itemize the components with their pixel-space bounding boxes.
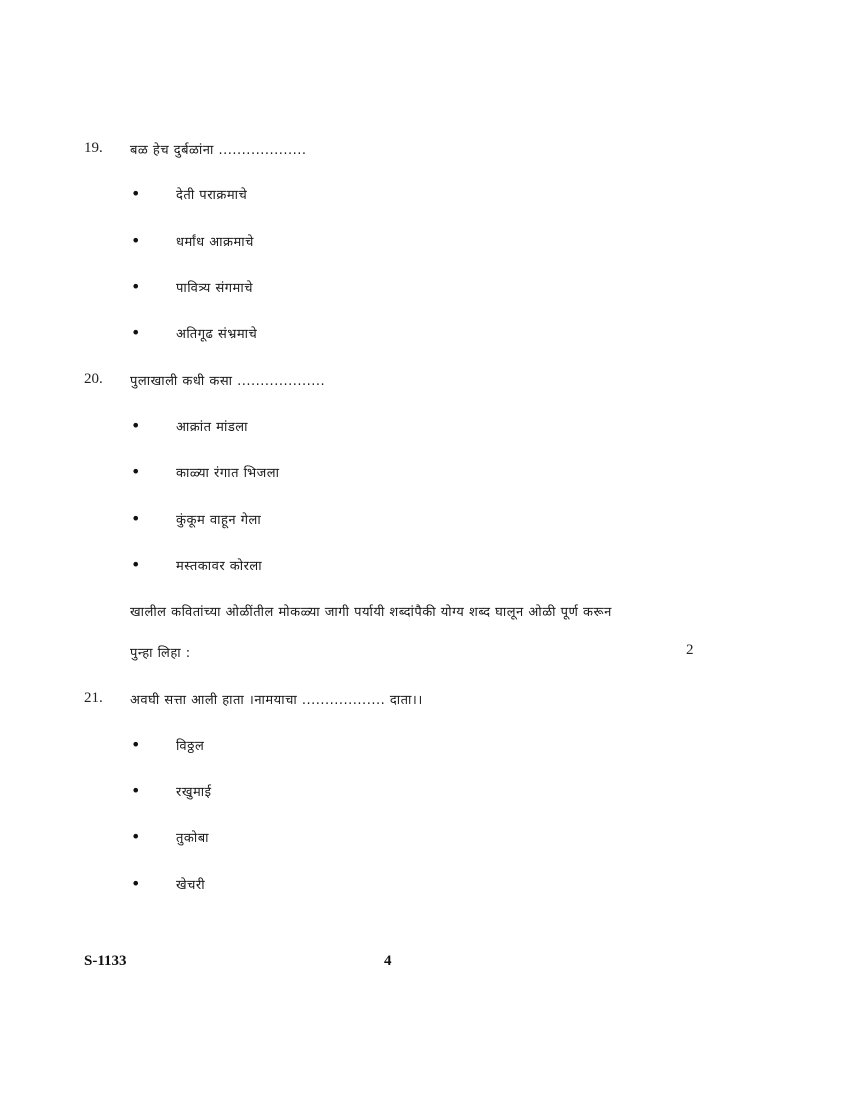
question-20-option-4: मस्तकावर कोरला: [176, 559, 263, 574]
question-21-option-1: विठ्ठल: [176, 739, 205, 754]
bullet-icon: •: [131, 416, 141, 435]
question-19-text: बळ हेच दुर्बळांना ...................: [130, 143, 307, 158]
bullet-icon: •: [131, 874, 141, 893]
question-20-option-2: काळ्या रंगात भिजला: [176, 466, 280, 481]
question-21-text: अवघी सत्ता आली हाता ।नामयाचा .................. दाता।।: [130, 693, 423, 708]
question-19-option-2: धर्मांध आक्रमाचे: [176, 235, 254, 250]
marks-value: 2: [686, 642, 694, 658]
bullet-icon: •: [131, 509, 141, 528]
question-21-option-2: रखुमाई: [176, 785, 212, 800]
question-21-option-4: खेचरी: [176, 878, 206, 893]
question-19-option-1: देती पराक्रमाचे: [176, 188, 248, 203]
bullet-icon: •: [131, 323, 141, 342]
question-21-number: 21.: [84, 690, 103, 706]
bullet-icon: •: [131, 184, 141, 203]
bullet-icon: •: [131, 277, 141, 296]
bullet-icon: •: [131, 231, 141, 250]
question-21-option-3: तुकोबा: [176, 831, 210, 846]
question-20-option-3: कुंकूम वाहून गेला: [176, 513, 262, 528]
bullet-icon: •: [131, 781, 141, 800]
bullet-icon: •: [131, 555, 141, 574]
question-19-option-4: अतिगूढ संभ्रमाचे: [176, 327, 258, 342]
bullet-icon: •: [131, 735, 141, 754]
page-number: 4: [384, 953, 392, 969]
bullet-icon: •: [131, 827, 141, 846]
question-20-option-1: आक्रांत मांडला: [176, 420, 248, 435]
bullet-icon: •: [131, 462, 141, 481]
instruction-text: खालील कवितांच्या ओळींतील मोकळ्या जागी पर्यायी शब्दांपैकी योग्य शब्द घालून ओळी पूर्ण करून: [130, 605, 612, 620]
instruction-text-continued: पुन्हा लिहा :: [130, 646, 191, 661]
paper-code: S-1133: [84, 953, 127, 969]
question-19-option-3: पावित्र्य संगमाचे: [176, 281, 253, 296]
question-19-number: 19.: [84, 140, 103, 156]
question-20-text: पुलाखाली कधी कसा ...................: [130, 374, 326, 389]
question-20-number: 20.: [84, 371, 103, 387]
